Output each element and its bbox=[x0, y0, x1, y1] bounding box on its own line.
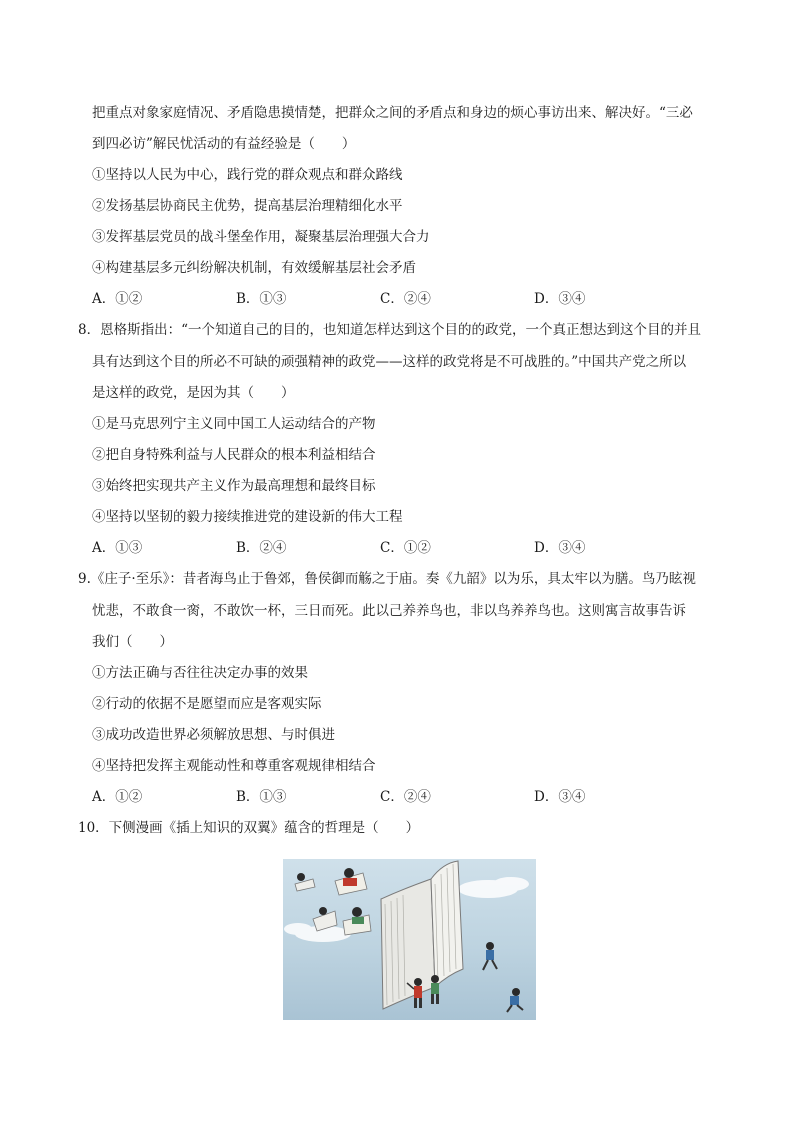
q7-stem-line-1: 把重点对象家庭情况、矛盾隐患摸情楚，把群众之间的矛盾点和身边的烦心事访出来、解决好。“三必 bbox=[92, 105, 693, 121]
q8-stem-line-1: 8．恩格斯指出：“一个知道自己的目的，也知道怎样达到这个目的的政党，一个真正想达到这个目的并且 bbox=[78, 322, 701, 338]
q7-item-2: ②发扬基层协商民主优势，提高基层治理精细化水平 bbox=[92, 198, 403, 214]
q7-item-3: ③发挥基层党员的战斗堡垒作用，凝聚基层治理强大合力 bbox=[92, 229, 430, 245]
q7-option-c: C．②④ bbox=[380, 291, 431, 307]
q8-option-c: C．①② bbox=[380, 540, 431, 556]
q7-stem-line-2: 到四必访”解民忧活动的有益经验是（ ） bbox=[92, 136, 356, 152]
q8-item-1: ①是马克思列宁主义同中国工人运动结合的产物 bbox=[92, 416, 376, 432]
q8-item-3: ③始终把实现共产主义作为最高理想和最终目标 bbox=[92, 478, 376, 494]
q9-item-4: ④坚持把发挥主观能动性和尊重客观规律相结合 bbox=[92, 758, 376, 774]
cartoon-knowledge-wings-illustration bbox=[283, 859, 536, 1020]
q9-item-1: ①方法正确与否往往决定办事的效果 bbox=[92, 665, 308, 681]
q8-stem-line-3: 是这样的政党，是因为其（ ） bbox=[92, 385, 295, 401]
q9-option-c: C．②④ bbox=[380, 789, 431, 805]
q7-item-4: ④构建基层多元纠纷解决机制，有效缓解基层社会矛盾 bbox=[92, 260, 416, 276]
q8-option-a: A．①③ bbox=[92, 540, 143, 556]
q7-item-1: ①坚持以人民为中心，践行党的群众观点和群众路线 bbox=[92, 167, 403, 183]
q9-item-2: ②行动的依据不是愿望而应是客观实际 bbox=[92, 696, 322, 712]
q9-item-3: ③成功改造世界必须解放思想、与时俱进 bbox=[92, 727, 335, 743]
q7-option-b: B．①③ bbox=[236, 291, 287, 307]
q9-option-a: A．①② bbox=[92, 789, 143, 805]
q8-item-2: ②把自身特殊利益与人民群众的根本利益相结合 bbox=[92, 447, 376, 463]
q7-option-d: D．③④ bbox=[534, 291, 586, 307]
q8-option-d: D．③④ bbox=[534, 540, 586, 556]
q8-item-4: ④坚持以坚韧的毅力接续推进党的建设新的伟大工程 bbox=[92, 509, 403, 525]
q10-stem-line-1: 10．下侧漫画《插上知识的双翼》蕴含的哲理是（ ） bbox=[78, 820, 420, 836]
q9-stem-line-2: 忧悲，不敢食一脔，不敢饮一杯，三日而死。此以己养养鸟也，非以鸟养养鸟也。这则寓言故事告诉 bbox=[92, 603, 686, 619]
q8-option-b: B．②④ bbox=[236, 540, 287, 556]
q8-stem-line-2: 具有达到这个目的所必不可缺的顽强精神的政党——这样的政党将是不可战胜的。”中国共产党之所以 bbox=[92, 354, 687, 370]
q9-stem-line-1: 9.《庄子·至乐》：昔者海鸟止于鲁郊，鲁侯御而觞之于庙。奏《九韶》以为乐，具太牢以为膳。鸟乃眩视 bbox=[78, 571, 696, 587]
q9-option-b: B．①③ bbox=[236, 789, 287, 805]
q9-option-d: D．③④ bbox=[534, 789, 586, 805]
q9-stem-line-3: 我们（ ） bbox=[92, 634, 173, 650]
q7-option-a: A．①② bbox=[92, 291, 143, 307]
